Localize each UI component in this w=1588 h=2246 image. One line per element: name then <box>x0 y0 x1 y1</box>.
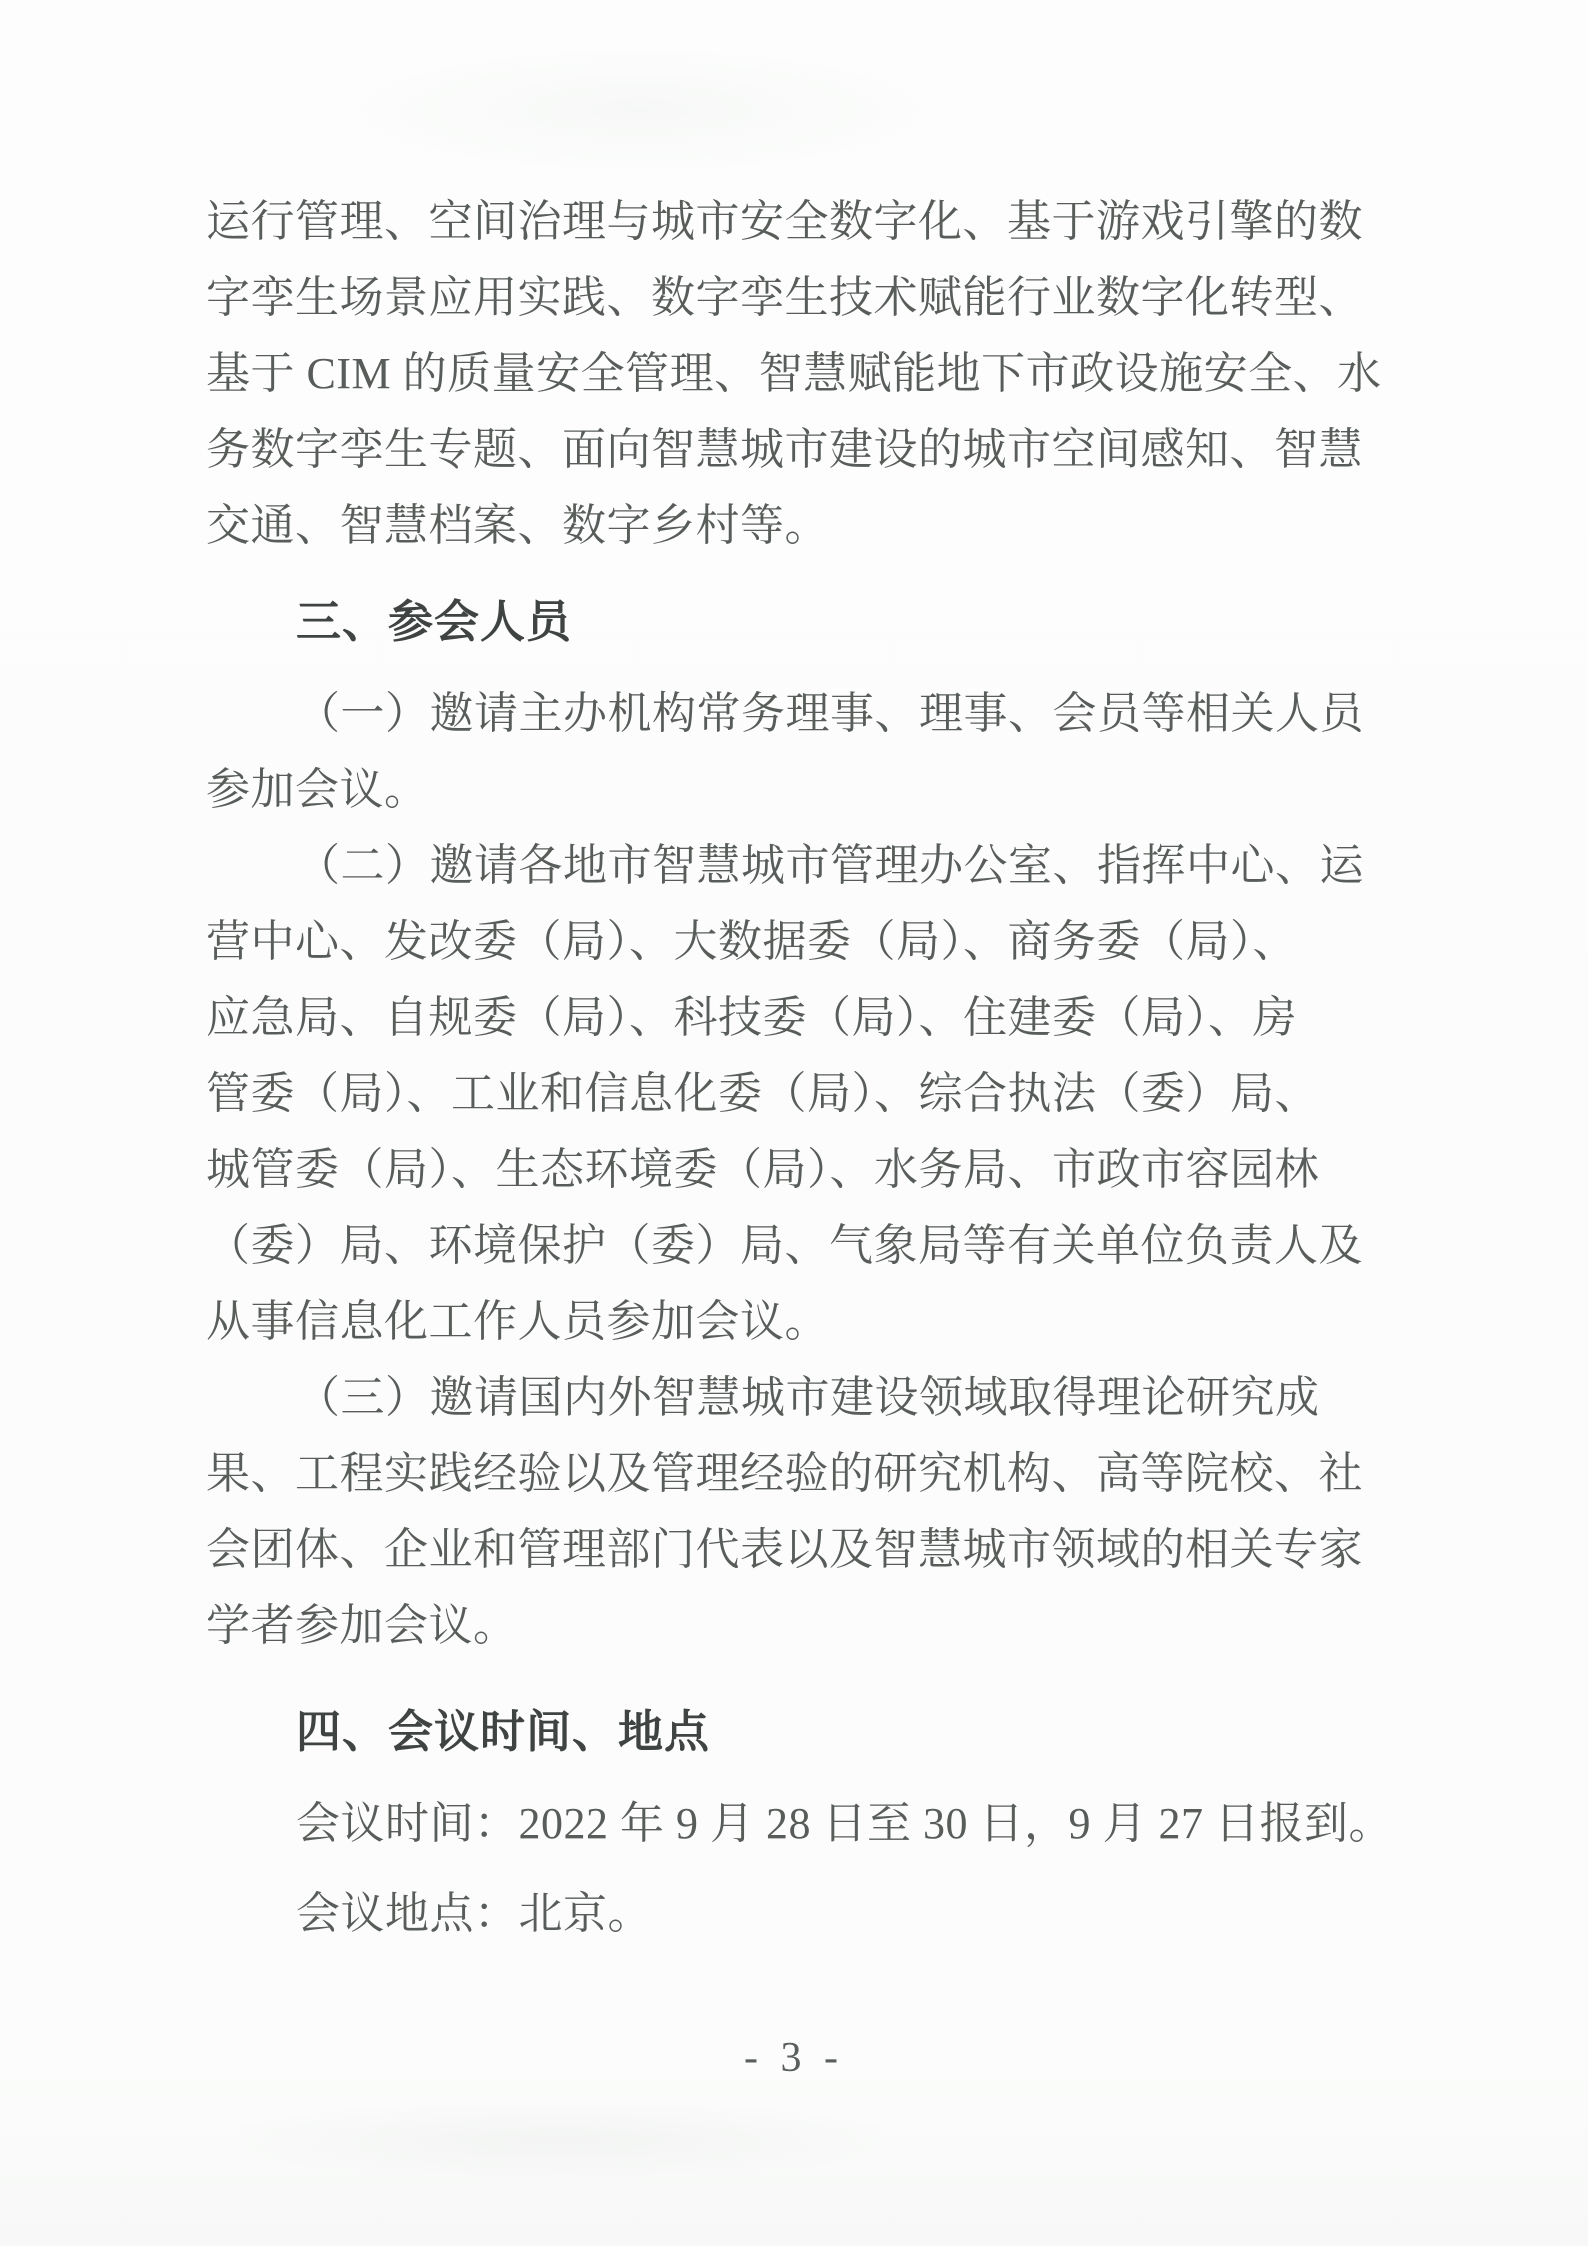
body-line: 基于 CIM 的质量安全管理、智慧赋能地下市政设施安全、水 <box>206 349 1382 398</box>
body-line: 学者参加会议。 <box>206 1601 518 1650</box>
body-line: 会团体、企业和管理部门代表以及智慧城市领域的相关专家 <box>206 1525 1363 1574</box>
document-content <box>206 184 1393 1952</box>
body-line: 果、工程实践经验以及管理经验的研究机构、高等院校、社 <box>206 1449 1363 1498</box>
body-line: 交通、智慧档案、数字乡村等。 <box>206 501 829 550</box>
meeting-time-line: 会议时间：2022 年 9 月 28 日至 30 日，9 月 27 日报到。 <box>296 1799 1393 1848</box>
body-line: 管委（局）、工业和信息化委（局）、综合执法（委）局、 <box>206 1069 1319 1118</box>
body-line: 营中心、发改委（局）、大数据委（局）、商务委（局）、 <box>206 917 1297 966</box>
page-number: - 3 - <box>744 2035 844 2081</box>
body-line: 城管委（局）、生态环境委（局）、水务局、市政市容园林 <box>206 1145 1319 1194</box>
body-line: 务数字孪生专题、面向智慧城市建设的城市空间感知、智慧 <box>206 425 1363 474</box>
body-line: （二）邀请各地市智慧城市管理办公室、指挥中心、运 <box>296 841 1364 890</box>
body-line: 运行管理、空间治理与城市安全数字化、基于游戏引擎的数 <box>206 197 1363 246</box>
body-line: 参加会议。 <box>206 765 429 814</box>
body-line: （一）邀请主办机构常务理事、理事、会员等相关人员 <box>296 689 1364 738</box>
section-heading-participants: 三、参会人员 <box>296 596 573 647</box>
section-heading-time-place: 四、会议时间、地点 <box>296 1706 711 1757</box>
body-line: 应急局、自规委（局）、科技委（局）、住建委（局）、房 <box>206 993 1297 1042</box>
body-line: （委）局、环境保护（委）局、气象局等有关单位负责人及 <box>206 1221 1363 1270</box>
body-line: 从事信息化工作人员参加会议。 <box>206 1297 829 1346</box>
body-line: （三）邀请国内外智慧城市建设领域取得理论研究成 <box>296 1373 1320 1422</box>
body-line: 字孪生场景应用实践、数字孪生技术赋能行业数字化转型、 <box>206 273 1363 322</box>
meeting-place-line: 会议地点：北京。 <box>296 1889 652 1938</box>
